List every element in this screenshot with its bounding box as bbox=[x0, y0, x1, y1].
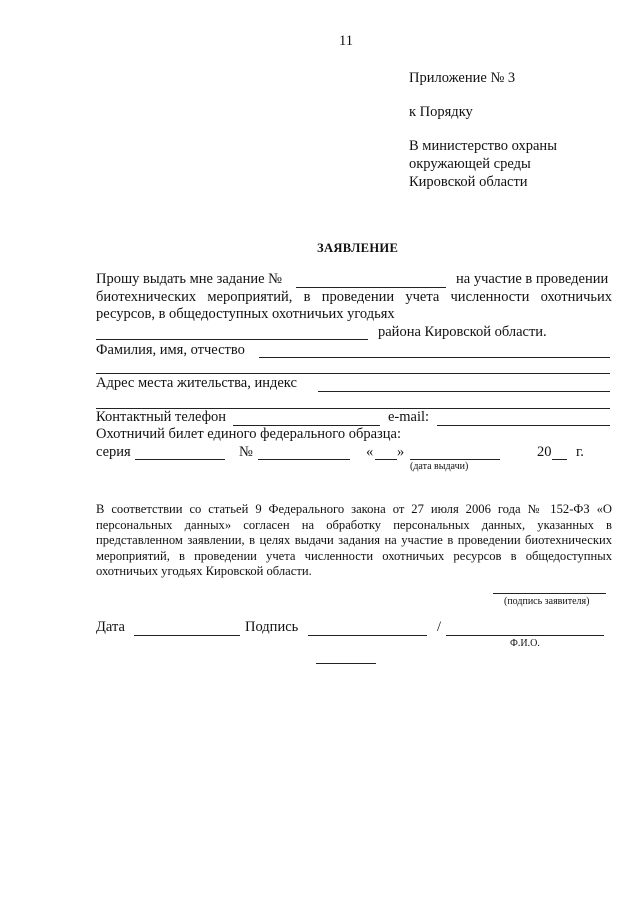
appendix-label: Приложение № 3 bbox=[409, 70, 516, 86]
series-field[interactable] bbox=[135, 459, 225, 460]
year-prefix: 20 bbox=[537, 444, 552, 460]
signature-field[interactable] bbox=[308, 635, 427, 636]
email-label: e-mail: bbox=[388, 409, 430, 425]
ticket-number-field[interactable] bbox=[258, 459, 350, 460]
document-title: ЗАЯВЛЕНИЕ bbox=[317, 241, 399, 255]
page-number: 11 bbox=[339, 33, 353, 49]
fio-footer-field[interactable] bbox=[446, 635, 604, 636]
address-label: Адрес места жительства, индекс bbox=[96, 375, 297, 391]
ministry-line-2: окружающей среды bbox=[409, 156, 531, 172]
signature-caption: (подпись заявителя) bbox=[504, 596, 590, 607]
request-line-3: ресурсов, в общедоступных охотничьих угодьях bbox=[96, 306, 395, 322]
number-label: № bbox=[239, 444, 253, 460]
consent-line-2: персональных данных» согласен на обработку персональных данных, указанных в bbox=[96, 518, 612, 532]
consent-line-1: В соответствии со статьей 9 Федерального закона от 27 июля 2006 года № 152-ФЗ «О bbox=[96, 502, 612, 516]
consent-line-5: охотничьих угодьях Кировской области. bbox=[96, 564, 312, 578]
order-label: к Порядку bbox=[409, 104, 473, 120]
task-number-field[interactable] bbox=[296, 287, 446, 288]
fio-field[interactable] bbox=[259, 357, 610, 358]
signature-label: Подпись bbox=[245, 619, 299, 635]
phone-label: Контактный телефон bbox=[96, 409, 227, 425]
issue-day-field[interactable] bbox=[375, 459, 397, 460]
series-label: серия bbox=[96, 444, 131, 460]
date-label: Дата bbox=[96, 619, 125, 635]
applicant-signature-field[interactable] bbox=[493, 593, 606, 594]
consent-line-3: представленном заявлении, в целях выдачи задания на участие в проведении биотехнических bbox=[96, 533, 612, 547]
closing-divider bbox=[316, 663, 376, 664]
address-field[interactable] bbox=[318, 391, 610, 392]
date-field[interactable] bbox=[134, 635, 240, 636]
issue-month-field[interactable] bbox=[410, 459, 500, 460]
fio-caption: Ф.И.О. bbox=[510, 638, 540, 649]
request-line-4-suffix: района Кировской области. bbox=[378, 324, 547, 340]
year-suffix: г. bbox=[576, 444, 584, 460]
fio-label: Фамилия, имя, отчество bbox=[96, 342, 245, 358]
hunting-ticket-label: Охотничий билет единого федерального образца: bbox=[96, 426, 401, 442]
request-prefix: Прошу выдать мне задание № bbox=[96, 271, 283, 287]
request-line-2: биотехнических мероприятий, в проведении учета численности охотничьих bbox=[96, 289, 612, 305]
quote-close: » bbox=[397, 444, 405, 460]
ministry-line-1: В министерство охраны bbox=[409, 138, 557, 154]
request-suffix: на участие в проведении bbox=[456, 271, 609, 287]
slash: / bbox=[437, 619, 442, 635]
issue-date-caption: (дата выдачи) bbox=[410, 461, 469, 472]
email-field[interactable] bbox=[437, 425, 610, 426]
quote-open: « bbox=[366, 444, 374, 460]
issue-year-field[interactable] bbox=[552, 459, 567, 460]
ministry-line-3: Кировской области bbox=[409, 174, 528, 190]
district-field[interactable] bbox=[96, 339, 368, 340]
consent-line-4: мероприятий, в проведении учета численности охотничьих ресурсов в общедоступных bbox=[96, 549, 612, 563]
fio-field-line-2[interactable] bbox=[96, 373, 610, 374]
